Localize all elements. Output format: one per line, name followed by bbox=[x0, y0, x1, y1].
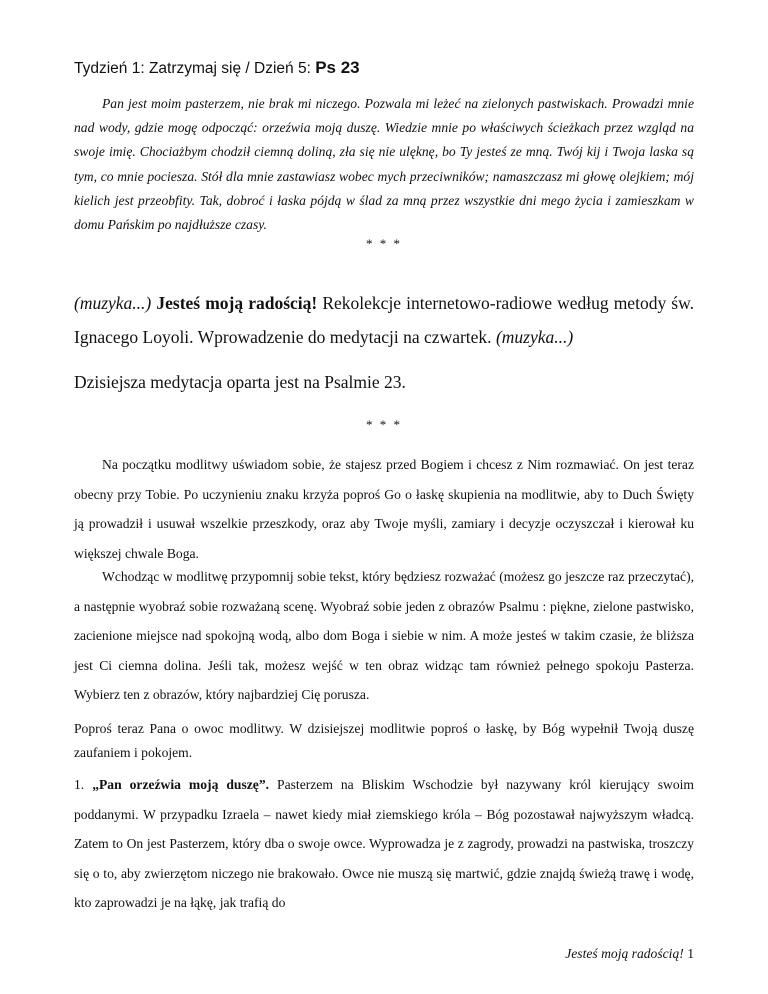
intro-paragraph bbox=[74, 286, 694, 354]
point-text: Pasterzem na Bliskim Wschodzie był nazywany król kierujący swoim poddanymi. W przypadku Izraela – nawet kiedy miał ziemskiego króla – Bóg pozostawał najwyższym władcą. Zatem to On jest Pasterzem, który dba o swoje owce. Wyprowadza je z zagrody, prowadzi na pastwiska, troszczy się o to, aby zwierzętom niczego nie brakowało. Owce nie muszą się martwić, gdzie znajdą świeżą trawę i wodę, kto zaprowadzi je na łąkę, jak trafią do bbox=[74, 777, 695, 911]
paragraph-imagination: Wchodząc w modlitwę przypomnij sobie tekst, który będziesz rozważać (możesz go jeszcze raz przeczytać), a następnie wyobraź sobie rozważaną scenę. Wyobraź sobie jeden z obrazów Psalmu : piękne, zielone pastwisko, zacienione miejsce nad spokojną wodą, albo dom Boga i siebie w nim. A może jesteś w takim czasie, że bliższa jest Ci ciemna dolina. Jeśli tak, możesz wejść w ten obraz widząc tam również pełnego spokoju Pasterza. Wybierz ten z obrazów, który najbardziej Cię porusza. bbox=[74, 569, 694, 703]
page-number: 1 bbox=[683, 946, 694, 961]
paragraph-point-1 bbox=[74, 770, 694, 918]
point-number: 1. bbox=[74, 777, 93, 792]
separator-2: * * * bbox=[366, 417, 402, 432]
music-cue-end: (muzyka...) bbox=[495, 327, 574, 347]
paragraph-prayer-start: Na początku modlitwy uświadom sobie, że stajesz przed Bogiem i chcesz z Nim rozmawiać. On jest teraz obecny przy Tobie. Po uczynieniu znaku krzyża poproś Go o łaskę skupienia na modlitwie, aby to Duch Święty ją prowadził i usuwał wszelkie przeszkody, oraz aby Twoje myśli, zamiary i decyzje oczyszczał i kierował ku większej chwale Boga. bbox=[74, 457, 694, 561]
meditation-basis: Dzisiejsza medytacja oparta jest na Psalmie 23. bbox=[74, 372, 406, 392]
psalm-reference: Ps 23 bbox=[315, 58, 360, 77]
page-footer bbox=[565, 946, 694, 962]
point-quote: „Pan orzeźwia moją duszę”. bbox=[92, 777, 270, 792]
music-cue-start: (muzyka...) bbox=[74, 293, 152, 313]
heading-prefix: Tydzień 1: Zatrzymaj się / Dzień 5: bbox=[74, 60, 316, 77]
intro-text: Rekolekcje internetowo-radiowe według metody św. Ignacego Loyoli. Wprowadzenie do medytacji na czwartek. bbox=[74, 293, 694, 347]
footer-title: Jesteś moją radością! bbox=[565, 946, 684, 961]
separator-1: * * * bbox=[366, 236, 402, 251]
page-heading bbox=[74, 58, 360, 78]
psalm-text: Pan jest moim pasterzem, nie brak mi niczego. Pozwala mi leżeć na zielonych pastwiskach. Prowadzi mnie nad wody, gdzie mogę odpocząć: orzeźwia moją duszę. Wiedzie mnie po właściwych ścieżkach przez wzgląd na swoje imię. Chociażbym chodził ciemną doliną, zła się nie ulęknę, bo Ty jesteś ze mną. Twój kij i Twoja laska są tym, co mnie pociesza. Stół dla mnie zastawiasz wobec mych przeciwników; namaszczasz mi głowę olejkiem; mój kielich jest przeobfity. Tak, dobroć i łaska pójdą w ślad za mną przez wszystkie dni mego życia i zamieszkam w domu Pańskim po najdłuższe czasy. bbox=[74, 96, 694, 233]
paragraph-prayer-fruit: Poproś teraz Pana o owoc modlitwy. W dzisiejszej modlitwie poproś o łaskę, by Bóg wypełnił Twoją duszę zaufaniem i pokojem. bbox=[74, 721, 694, 760]
retreat-title: Jesteś moją radością! bbox=[156, 293, 318, 313]
